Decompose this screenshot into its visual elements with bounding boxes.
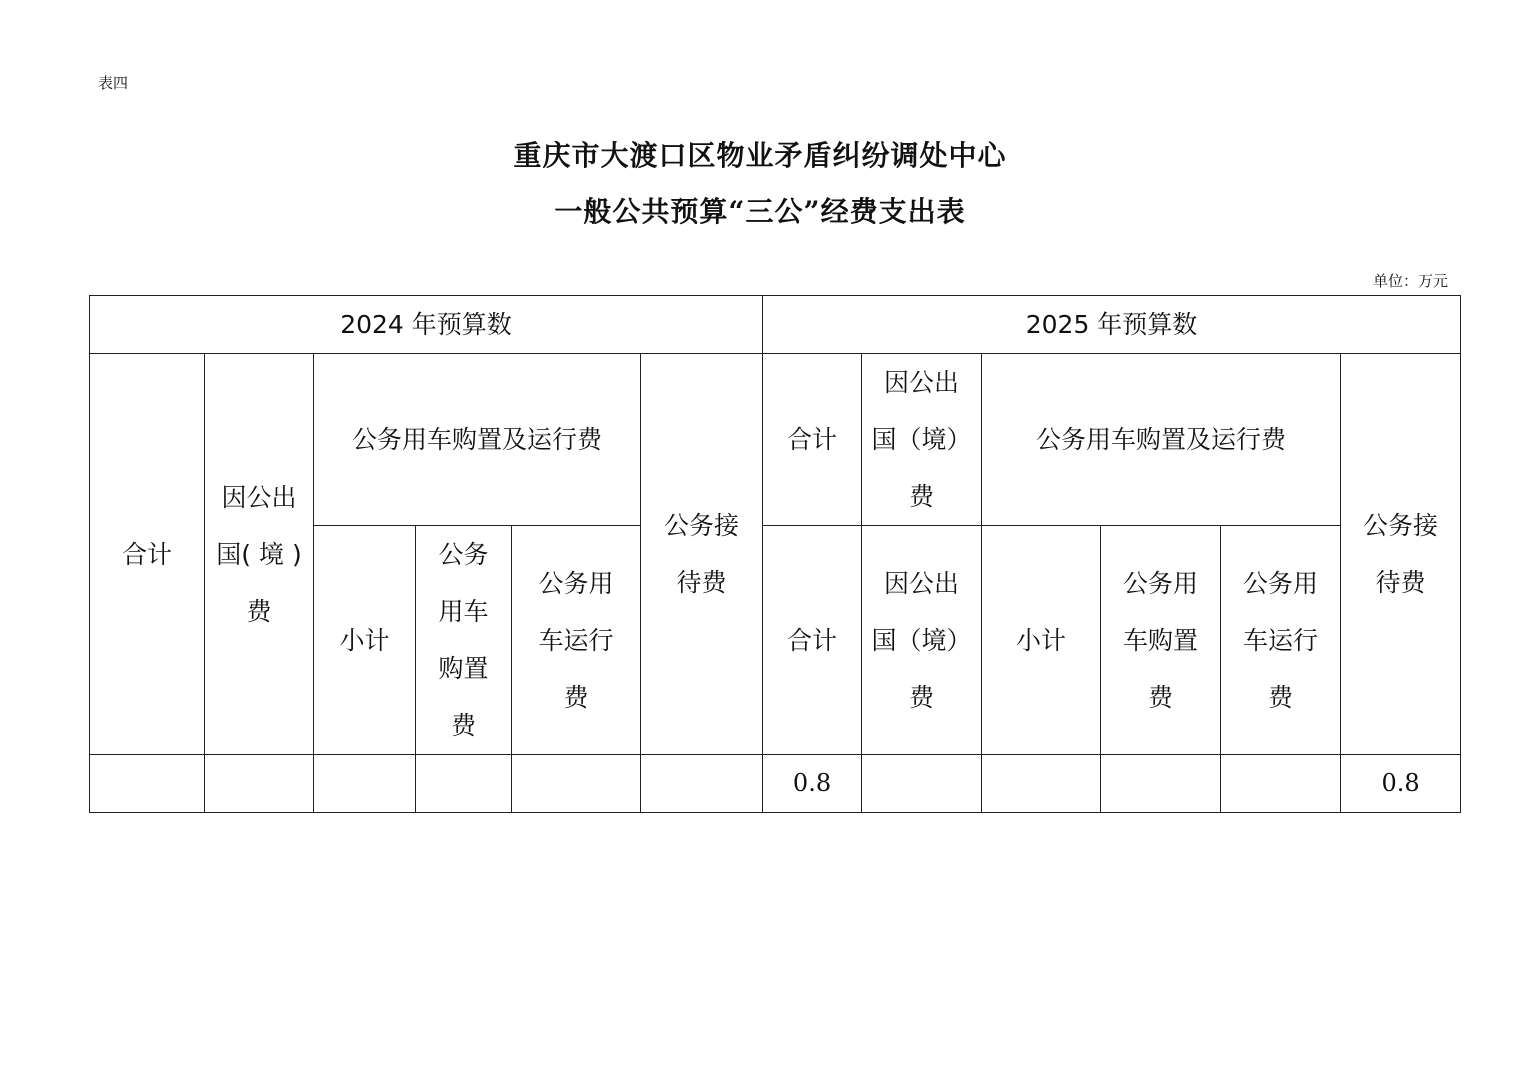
cell-2024-subtotal bbox=[314, 755, 416, 813]
header-2024-vehicle-purchase-line: 公务 bbox=[438, 540, 489, 569]
header-2024-subtotal: 小计 bbox=[314, 526, 416, 755]
header-2025-subtotal: 小计 bbox=[982, 526, 1101, 755]
header-2025-vehicle-operation-line: 公务用 bbox=[1243, 568, 1319, 598]
header-2025-budget: 2025 年预算数 bbox=[763, 296, 1461, 354]
header-2025-vehicle-operation-line: 费 bbox=[1268, 682, 1294, 712]
header-2025-overseas-upper bbox=[862, 354, 982, 526]
header-2025-vehicle-group: 公务用车购置及运行费 bbox=[982, 354, 1341, 526]
header-row-years bbox=[90, 296, 1461, 354]
header-2024-vehicle-purchase bbox=[416, 526, 512, 755]
cell-2025-vehicle-operation bbox=[1221, 755, 1341, 813]
header-2024-overseas-line: 因公出 bbox=[221, 482, 297, 512]
cell-2024-vehicle-purchase bbox=[416, 755, 512, 813]
header-2024-reception-line: 公务接 bbox=[664, 511, 740, 540]
header-2024-vehicle-operation-line: 公务用 bbox=[538, 568, 614, 598]
table-row bbox=[90, 755, 1461, 813]
header-2025-overseas-lower-line: 因公出 bbox=[884, 568, 960, 598]
header-2025-vehicle-operation-line: 车运行 bbox=[1243, 625, 1319, 655]
header-2024-vehicle-purchase-line: 费 bbox=[450, 711, 476, 740]
header-2024-vehicle-operation-line: 车运行 bbox=[538, 625, 614, 655]
cell-2025-vehicle-purchase bbox=[1101, 755, 1221, 813]
header-2025-vehicle-purchase bbox=[1101, 526, 1221, 755]
document-title-line-1: 重庆市大渡口区物业矛盾纠纷调处中心 bbox=[513, 139, 1007, 172]
table-number-label: 表四 bbox=[98, 74, 129, 92]
cell-2025-overseas bbox=[862, 755, 982, 813]
header-2024-vehicle-purchase-line: 购置 bbox=[438, 654, 489, 683]
cell-2024-total bbox=[90, 755, 205, 813]
header-2025-vehicle-purchase-line: 公务用 bbox=[1123, 568, 1199, 598]
header-2024-budget: 2024 年预算数 bbox=[90, 296, 763, 354]
header-2024-overseas-line: 费 bbox=[246, 596, 272, 626]
header-2025-vehicle-purchase-line: 费 bbox=[1148, 682, 1174, 712]
cell-2024-vehicle-operation bbox=[512, 755, 641, 813]
three-public-expenses-table bbox=[89, 295, 1461, 813]
header-2025-total-upper: 合计 bbox=[763, 354, 862, 526]
header-2025-vehicle-purchase-line: 车购置 bbox=[1123, 625, 1199, 655]
cell-2025-total: 0.8 bbox=[763, 755, 862, 813]
header-2024-vehicle-operation-line: 费 bbox=[563, 682, 589, 712]
header-2025-overseas-upper-line: 费 bbox=[909, 482, 935, 511]
header-2024-reception bbox=[641, 354, 763, 755]
header-2025-overseas-lower bbox=[862, 526, 982, 755]
header-2025-vehicle-operation bbox=[1221, 526, 1341, 755]
unit-label: 单位：万元 bbox=[1372, 272, 1448, 290]
cell-2024-reception bbox=[641, 755, 763, 813]
header-row-categories bbox=[90, 354, 1461, 526]
header-2024-vehicle-group: 公务用车购置及运行费 bbox=[314, 354, 641, 526]
header-2024-overseas-line: 国( 境 ) bbox=[216, 539, 302, 569]
header-2024-total: 合计 bbox=[90, 354, 205, 755]
header-2025-overseas-lower-line: 国（境） bbox=[871, 625, 972, 655]
header-2025-reception bbox=[1341, 354, 1461, 755]
cell-2025-reception: 0.8 bbox=[1341, 755, 1461, 813]
header-2024-vehicle-operation bbox=[512, 526, 641, 755]
cell-2024-overseas bbox=[205, 755, 314, 813]
header-2024-overseas bbox=[205, 354, 314, 755]
document-title-line-2: 一般公共预算“三公”经费支出表 bbox=[554, 195, 966, 228]
header-2025-overseas-lower-line: 费 bbox=[909, 682, 935, 712]
header-2024-reception-line: 待费 bbox=[676, 568, 727, 597]
header-2025-total-lower: 合计 bbox=[763, 526, 862, 755]
header-2024-vehicle-purchase-line: 用车 bbox=[438, 597, 489, 626]
header-2025-overseas-upper-line: 因公出 bbox=[884, 368, 960, 397]
cell-2025-subtotal bbox=[982, 755, 1101, 813]
header-2025-reception-line: 公务接 bbox=[1363, 511, 1439, 540]
header-2025-reception-line: 待费 bbox=[1375, 568, 1426, 597]
header-2025-overseas-upper-line: 国（境） bbox=[871, 425, 972, 454]
